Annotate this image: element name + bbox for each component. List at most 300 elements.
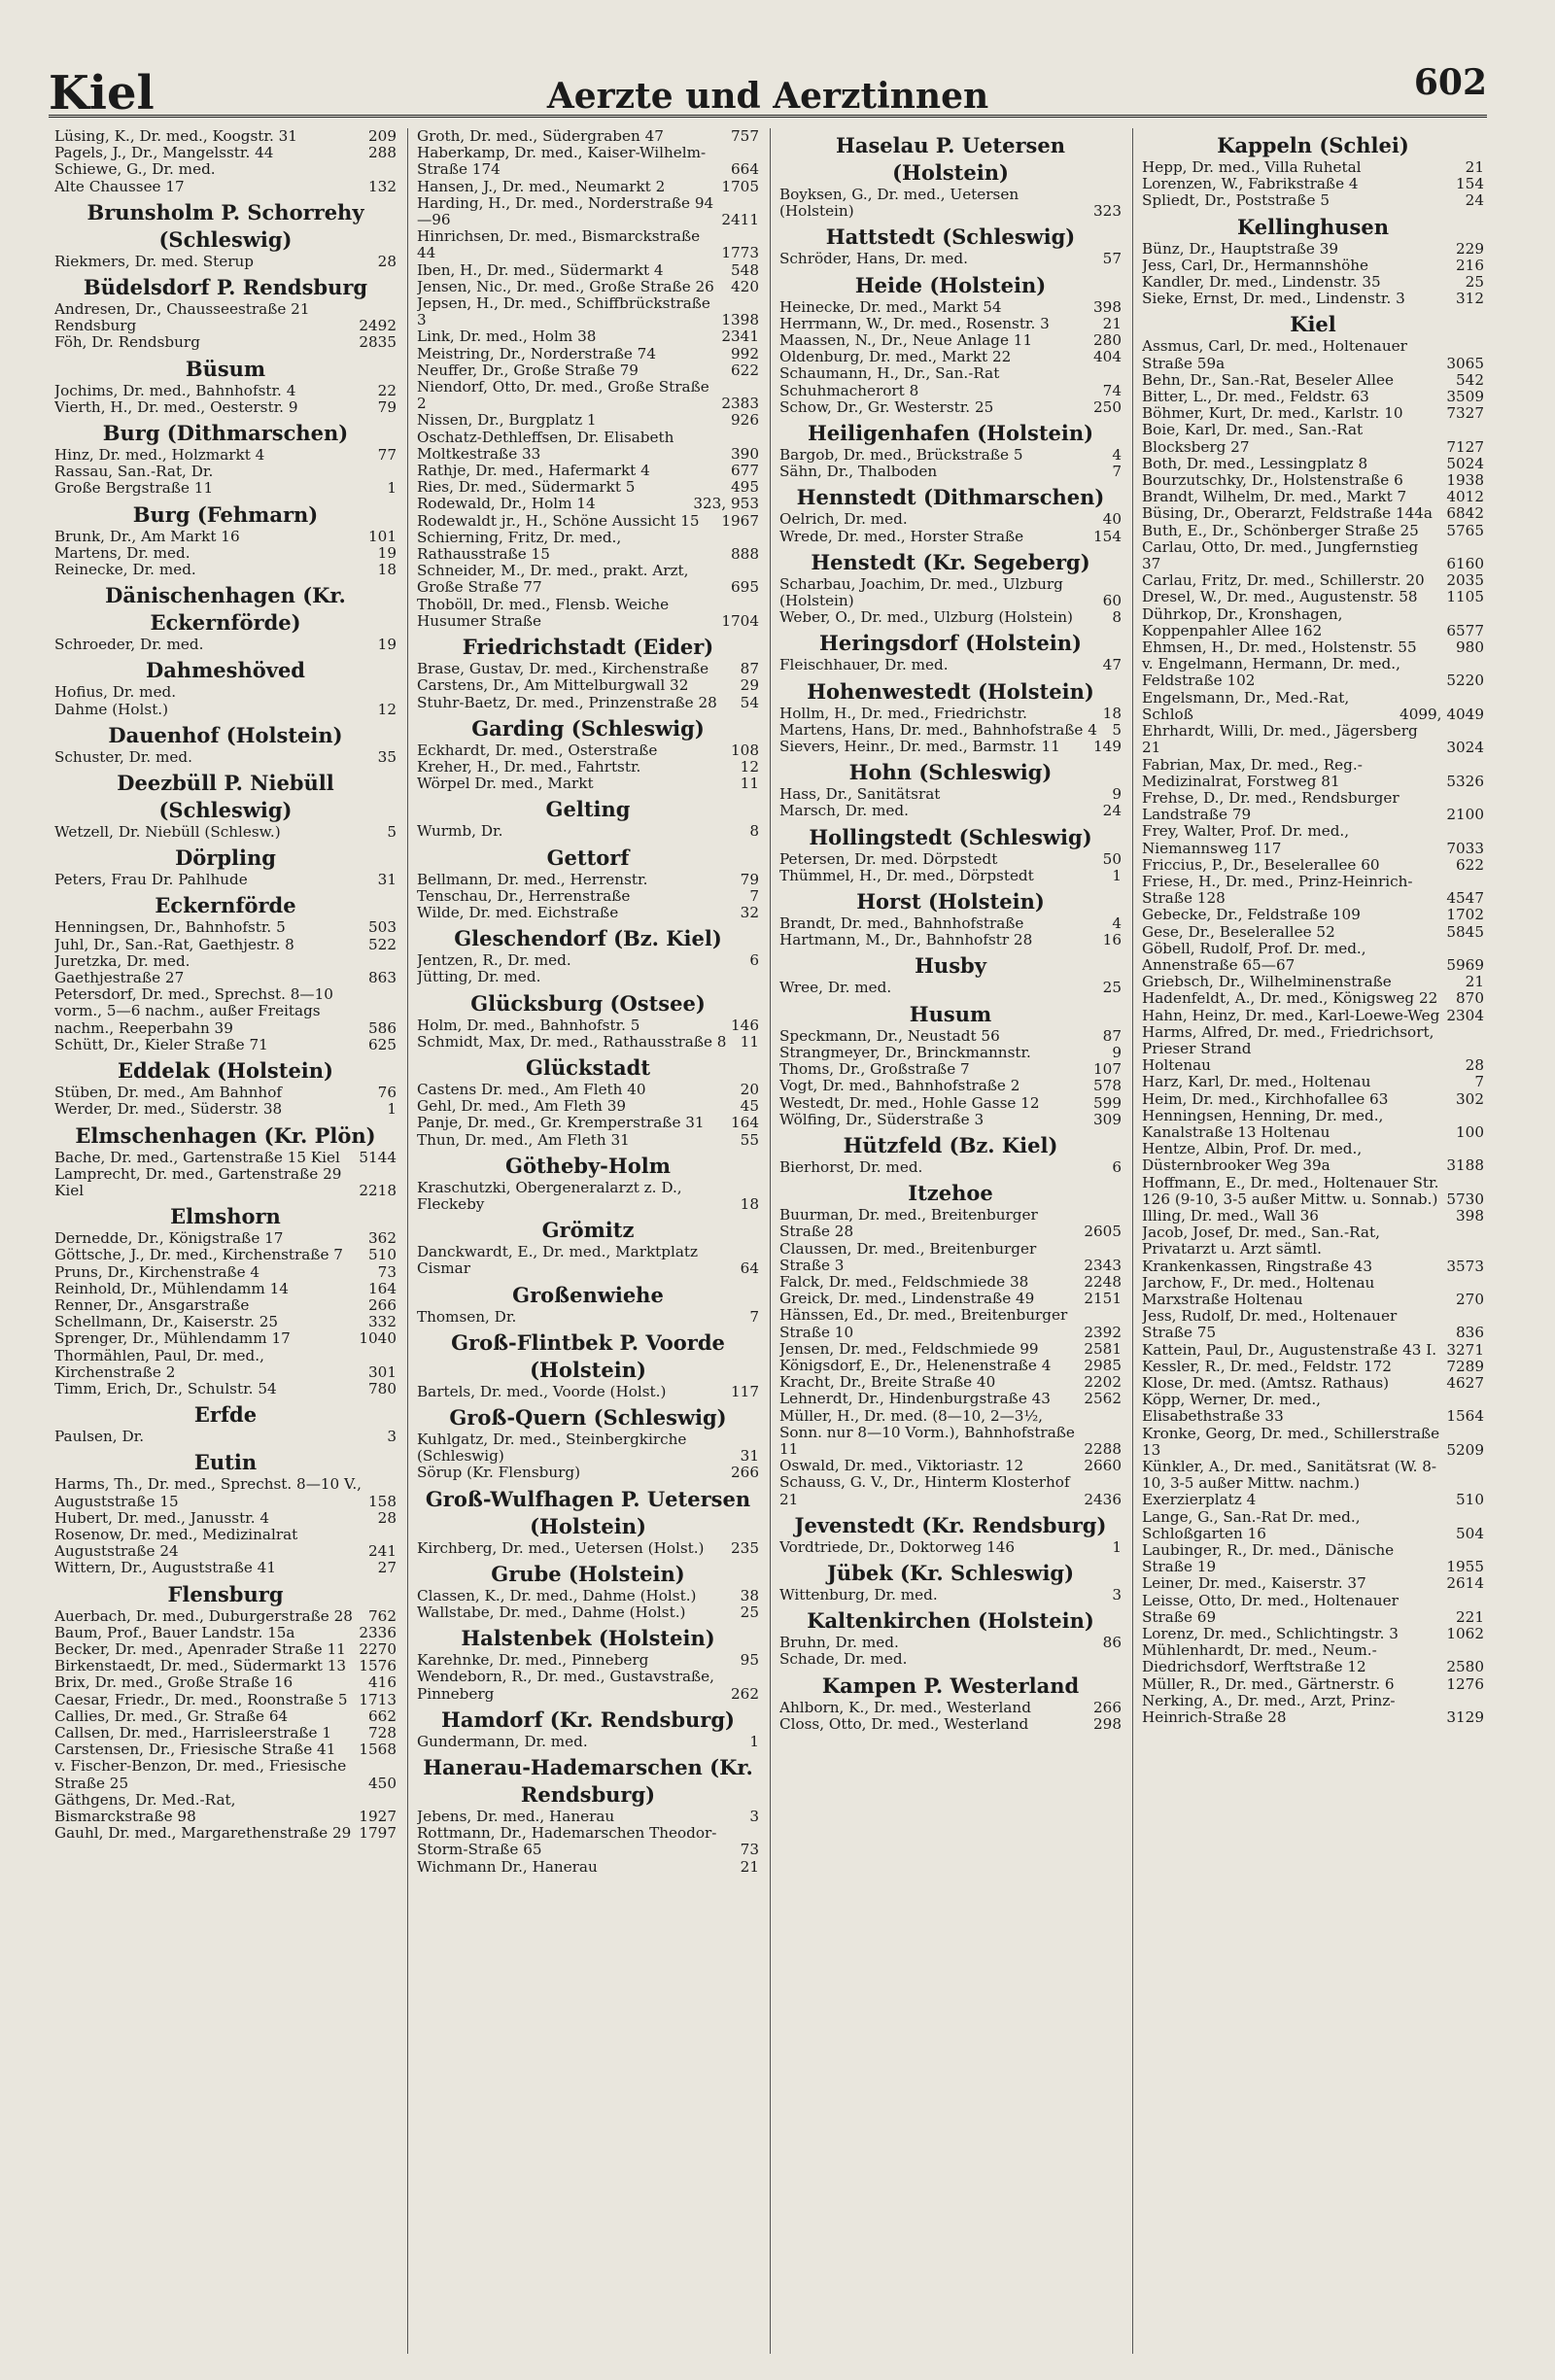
city-heading: Kiel bbox=[49, 66, 155, 121]
directory-entry bbox=[417, 295, 759, 328]
entry-text: Danckwardt, E., Dr. med., Marktplatz Cismar bbox=[417, 1243, 699, 1278]
directory-entry bbox=[54, 1658, 397, 1674]
entry-phone: 5220 bbox=[1446, 672, 1484, 690]
entry-text: Schaumann, H., Dr., San.-Rat Schuhmacherort 8 bbox=[779, 364, 1000, 399]
directory-entry bbox=[54, 179, 397, 195]
directory-entry bbox=[779, 1391, 1122, 1407]
entry-text: Hinz, Dr. med., Holzmarkt 4 bbox=[54, 446, 265, 465]
entry-text: Peters, Frau Dr. Pahlhude bbox=[54, 871, 248, 889]
directory-entry bbox=[1142, 1342, 1484, 1359]
place-heading: Gleschendorf (Bz. Kiel) bbox=[454, 926, 722, 951]
entry-phone: 1704 bbox=[721, 611, 759, 630]
directory-entry bbox=[417, 1604, 759, 1621]
entry-text: Klose, Dr. med. (Amtsz. Rathaus) bbox=[1142, 1374, 1390, 1393]
entry-phone: 5326 bbox=[1446, 772, 1484, 790]
directory-entry bbox=[1142, 472, 1484, 489]
directory-entry bbox=[1142, 974, 1484, 990]
directory-entry bbox=[417, 463, 759, 479]
column-divider bbox=[770, 128, 771, 2354]
directory-entry bbox=[1142, 823, 1484, 856]
entry-text: Hahn, Heinz, Dr. med., Karl-Loewe-Weg bbox=[1142, 1006, 1440, 1024]
entry-text: Jepsen, H., Dr. med., Schiffbrückstraße 3 bbox=[417, 294, 710, 329]
directory-entry bbox=[779, 722, 1122, 739]
entry-phone: 57 bbox=[1102, 250, 1122, 268]
entry-text: Fabrian, Max, Dr. med., Reg.-Medizinalrat, Forstweg 81 bbox=[1142, 755, 1363, 790]
entry-text: Schneider, M., Dr. med., prakt. Arzt, Große Straße 77 bbox=[417, 562, 689, 597]
entry-phone: 2336 bbox=[359, 1623, 397, 1641]
directory-entry bbox=[54, 1742, 397, 1758]
directory-entry bbox=[1142, 757, 1484, 790]
entry-text: Kirchberg, Dr. med., Uetersen (Holst.) bbox=[417, 1538, 705, 1557]
place-heading: Gettorf bbox=[546, 845, 630, 870]
entry-phone: 420 bbox=[731, 277, 759, 295]
directory-entry bbox=[1142, 1626, 1484, 1642]
entry-text: Schiewe, G., Dr. med. bbox=[54, 160, 216, 179]
entry-phone: 18 bbox=[377, 561, 397, 579]
directory-entry bbox=[1142, 523, 1484, 539]
entry-text: Lorenzen, W., Fabrikstraße 4 bbox=[1142, 175, 1359, 193]
entry-phone: 2343 bbox=[1084, 1256, 1122, 1274]
place-heading: Deezbüll P. Niebüll (Schleswig) bbox=[117, 771, 334, 823]
directory-entry bbox=[417, 195, 759, 228]
entry-phone: 6 bbox=[1112, 1157, 1122, 1176]
directory-entry bbox=[779, 1374, 1122, 1391]
directory-entry bbox=[779, 868, 1122, 884]
entry-text: Rodewald, Dr., Holm 14 bbox=[417, 495, 596, 513]
entry-phone: 1773 bbox=[721, 244, 759, 262]
entry-phone: 1 bbox=[1112, 1537, 1122, 1556]
entry-phone: 1713 bbox=[359, 1690, 397, 1708]
directory-entry bbox=[1142, 1224, 1484, 1275]
entry-text: Juhl, Dr., San.-Rat, Gaethjestr. 8 bbox=[54, 935, 294, 953]
entry-text: Rottmann, Dr., Hademarschen Theodor-Storm-Straße 65 bbox=[417, 1824, 717, 1859]
directory-entry bbox=[54, 872, 397, 888]
place-heading: Elmschenhagen (Kr. Plön) bbox=[75, 1122, 376, 1148]
directory-entry bbox=[779, 511, 1122, 528]
entry-text: Fleischhauer, Dr. med. bbox=[779, 656, 949, 674]
directory-entry bbox=[417, 346, 759, 362]
entry-phone: 1 bbox=[749, 1732, 759, 1750]
directory-entry bbox=[779, 1061, 1122, 1078]
directory-entry bbox=[54, 145, 397, 161]
entry-text: Rosenow, Dr. med., Medizinalrat Auguststraße 24 bbox=[54, 1525, 298, 1561]
entry-phone: 266 bbox=[1093, 1698, 1122, 1716]
entry-phone: 73 bbox=[740, 1841, 759, 1859]
entry-text: Buurman, Dr. med., Breitenburger Straße 28 bbox=[779, 1206, 1038, 1241]
place-heading: Hollingstedt (Schleswig) bbox=[809, 824, 1092, 849]
directory-entry bbox=[54, 1314, 397, 1330]
place-heading: Elmshorn bbox=[170, 1204, 281, 1229]
directory-entry bbox=[1142, 422, 1484, 455]
place-heading: Husby bbox=[915, 953, 986, 979]
entry-phone: 323, 953 bbox=[693, 495, 759, 513]
entry-text: Westedt, Dr. med., Hohle Gasse 12 bbox=[779, 1093, 1040, 1112]
entry-phone: 1797 bbox=[359, 1824, 397, 1843]
entry-text: Niendorf, Otto, Dr. med., Große Straße 2 bbox=[417, 378, 709, 413]
entry-text: Sähn, Dr., Thalboden bbox=[779, 463, 938, 481]
directory-entry bbox=[779, 1241, 1122, 1274]
directory-entry bbox=[417, 262, 759, 279]
entry-text: Rassau, San.-Rat, Dr. bbox=[54, 463, 214, 481]
directory-entry bbox=[417, 1825, 759, 1858]
place-heading: Hanerau-Hademarschen (Kr. Rendsburg) bbox=[423, 1755, 753, 1807]
directory-entry bbox=[1142, 1091, 1484, 1108]
entry-text: Falck, Dr. med., Feldschmiede 38 bbox=[779, 1272, 1029, 1291]
entry-phone: 3 bbox=[749, 1808, 759, 1825]
entry-text: Greick, Dr. med., Lindenstraße 49 bbox=[779, 1290, 1035, 1308]
directory-entry bbox=[417, 1669, 759, 1702]
directory-entry bbox=[54, 1247, 397, 1263]
entry-phone: 4012 bbox=[1446, 488, 1484, 506]
entry-phone: 3573 bbox=[1446, 1257, 1484, 1275]
entry-text: Engelsmann, Dr., Med.-Rat, Schloß bbox=[1142, 688, 1350, 723]
place-heading: Jevenstedt (Kr. Rendsburg) bbox=[794, 1512, 1107, 1537]
directory-entry bbox=[1142, 589, 1484, 605]
entry-text: Closs, Otto, Dr. med., Westerland bbox=[779, 1714, 1029, 1733]
entry-phone: 298 bbox=[1093, 1714, 1122, 1733]
entry-text: Stüben, Dr. med., Am Bahnhof bbox=[54, 1084, 282, 1102]
directory-entry bbox=[779, 251, 1122, 267]
directory-entry bbox=[417, 677, 759, 694]
entry-text: Frey, Walter, Prof. Dr. med., Niemannsweg 117 bbox=[1142, 822, 1350, 857]
directory-entry bbox=[417, 1859, 759, 1876]
entry-phone: 390 bbox=[731, 444, 759, 463]
entry-text: Köpp, Werner, Dr. med., Elisabethstraße 33 bbox=[1142, 1391, 1322, 1426]
directory-entry bbox=[1142, 857, 1484, 874]
directory-entry bbox=[417, 661, 759, 677]
entry-text: Kraschutzki, Obergeneralarzt z. D., Fleckeby bbox=[417, 1178, 682, 1213]
entry-text: Neuffer, Dr., Große Straße 79 bbox=[417, 361, 639, 379]
directory-entry bbox=[417, 742, 759, 759]
entry-text: Jacob, Josef, Dr. med., San.-Rat, Privatarzt u. Arzt sämtl. Krankenkassen, Ringstraße 43 bbox=[1142, 1224, 1380, 1275]
place-heading: Eddelak (Holstein) bbox=[117, 1058, 333, 1084]
entry-text: Eckhardt, Dr. med., Osterstraße bbox=[417, 741, 658, 759]
entry-phone: 4547 bbox=[1446, 889, 1484, 908]
directory-entry bbox=[54, 970, 397, 986]
directory-entry bbox=[54, 702, 397, 718]
place-heading: Büdelsdorf P. Rendsburg bbox=[83, 275, 368, 300]
directory-entry bbox=[1142, 1359, 1484, 1375]
place-heading: Heide (Holstein) bbox=[854, 272, 1047, 297]
entry-phone: 2100 bbox=[1446, 806, 1484, 824]
entry-phone: 1955 bbox=[1446, 1558, 1484, 1576]
directory-entry bbox=[1142, 606, 1484, 639]
entry-phone: 1105 bbox=[1446, 588, 1484, 606]
directory-entry bbox=[1142, 405, 1484, 422]
entry-phone: 2202 bbox=[1084, 1373, 1122, 1392]
directory-entry bbox=[779, 1112, 1122, 1128]
directory-entry bbox=[54, 937, 397, 953]
entry-text: Wichmann Dr., Hanerau bbox=[417, 1857, 598, 1876]
entry-text: Büsing, Dr., Oberarzt, Feldstraße 144a bbox=[1142, 504, 1433, 523]
entry-text: Thomsen, Dr. bbox=[417, 1307, 517, 1326]
directory-entry bbox=[417, 530, 759, 563]
entry-phone: 510 bbox=[1456, 1491, 1484, 1509]
place-heading: Groß-Quern (Schleswig) bbox=[449, 1404, 727, 1430]
entry-phone: 31 bbox=[377, 871, 397, 889]
entry-phone: 5969 bbox=[1446, 955, 1484, 974]
entry-text: Dührkop, Dr., Kronshagen, Koppenpahler Allee 162 bbox=[1142, 604, 1343, 639]
entry-text: Bitter, L., Dr. med., Feldstr. 63 bbox=[1142, 388, 1369, 406]
entry-text: Callsen, Dr. med., Harrisleerstraße 1 bbox=[54, 1723, 332, 1742]
entry-text: Birkenstaedt, Dr. med., Südermarkt 13 bbox=[54, 1657, 347, 1675]
place-heading: Groß-Wulfhagen P. Uetersen (Holstein) bbox=[425, 1486, 751, 1538]
place-heading: Burg (Dithmarschen) bbox=[102, 421, 349, 446]
entry-text: Frehse, D., Dr. med., Rendsburger Landstraße 79 bbox=[1142, 788, 1400, 824]
entry-phone: 662 bbox=[368, 1707, 397, 1725]
entry-phone: 24 bbox=[1465, 191, 1484, 210]
entry-phone: 7033 bbox=[1446, 839, 1484, 857]
entry-text: Hinrichsen, Dr. med., Bismarckstraße 44 bbox=[417, 227, 701, 262]
entry-text: Jochims, Dr. med., Bahnhofstr. 4 bbox=[54, 381, 296, 399]
entry-text: Weber, O., Dr. med., Ulzburg (Holstein) bbox=[779, 608, 1073, 627]
directory-entry bbox=[54, 1166, 397, 1199]
entry-phone: 312 bbox=[1456, 290, 1484, 308]
place-heading: Eutin bbox=[193, 1450, 258, 1475]
entry-phone: 60 bbox=[1102, 592, 1122, 610]
entry-text: Andresen, Dr., Chausseestraße 21 bbox=[54, 300, 310, 319]
directory-entry bbox=[54, 1725, 397, 1742]
entry-text: Göttsche, J., Dr. med., Kirchenstraße 7 bbox=[54, 1246, 343, 1264]
entry-text: Rathje, Dr. med., Hafermarkt 4 bbox=[417, 462, 650, 480]
entry-phone: 1276 bbox=[1446, 1674, 1484, 1693]
directory-entry bbox=[54, 529, 397, 545]
entry-text: Harding, H., Dr. med., Norderstraße 94—96 bbox=[417, 193, 714, 229]
entry-phone: 6 bbox=[749, 951, 759, 970]
entry-text: Friccius, P., Dr., Beselerallee 60 bbox=[1142, 855, 1380, 874]
place-heading: Halstenbek (Holstein) bbox=[461, 1626, 715, 1651]
entry-text: Tenschau, Dr., Herrenstraße bbox=[417, 886, 631, 905]
entry-phone: 280 bbox=[1093, 331, 1122, 350]
entry-text: Oelrich, Dr. med. bbox=[779, 510, 908, 529]
entry-phone: 4627 bbox=[1446, 1374, 1484, 1393]
directory-entry bbox=[417, 776, 759, 792]
directory-entry bbox=[54, 684, 397, 701]
directory-entry bbox=[779, 1651, 1122, 1668]
entry-phone: 28 bbox=[377, 252, 397, 270]
entry-text: Wree, Dr. med. bbox=[779, 979, 892, 997]
entry-phone: 7327 bbox=[1446, 404, 1484, 423]
entry-phone: 586 bbox=[368, 1018, 397, 1037]
entry-phone: 1705 bbox=[721, 177, 759, 195]
entry-phone: 45 bbox=[740, 1097, 759, 1116]
directory-entry bbox=[1142, 505, 1484, 522]
column-divider bbox=[407, 128, 408, 2354]
directory-entry bbox=[417, 179, 759, 195]
entry-text: Oschatz-Dethleffsen, Dr. Elisabeth Moltkestraße 33 bbox=[417, 428, 674, 463]
entry-phone: 1 bbox=[387, 1100, 397, 1119]
entry-text: Jess, Carl, Dr., Hermannshöhe bbox=[1142, 256, 1369, 274]
entry-text: Nissen, Dr., Burgplatz 1 bbox=[417, 411, 597, 430]
entry-text: Bellmann, Dr. med., Herrenstr. bbox=[417, 870, 648, 888]
entry-phone: 542 bbox=[1456, 370, 1484, 389]
directory-entry bbox=[54, 749, 397, 766]
entry-phone: 31 bbox=[740, 1447, 759, 1466]
place-heading: Husum bbox=[909, 1001, 992, 1026]
entry-text: v. Engelmann, Hermann, Dr. med., Feldstraße 102 bbox=[1142, 655, 1400, 690]
entry-phone: 7 bbox=[749, 1307, 759, 1326]
entry-text: Sprenger, Dr., Mühlendamm 17 bbox=[54, 1329, 291, 1348]
directory-entry bbox=[1142, 572, 1484, 589]
directory-entry bbox=[779, 1539, 1122, 1556]
entry-text: Gaethjestraße 27 bbox=[54, 969, 185, 987]
directory-entry bbox=[1142, 291, 1484, 307]
directory-entry bbox=[417, 228, 759, 261]
entry-phone: 18 bbox=[1102, 704, 1122, 722]
entry-text: Classen, K., Dr. med., Dahme (Holst.) bbox=[417, 1586, 697, 1604]
directory-entry bbox=[54, 383, 397, 399]
entry-phone: 87 bbox=[1102, 1026, 1122, 1045]
entry-phone: 1927 bbox=[359, 1808, 397, 1825]
directory-entry bbox=[417, 362, 759, 379]
entry-text: Wilde, Dr. med. Eichstraße bbox=[417, 903, 619, 921]
entry-phone: 1576 bbox=[359, 1657, 397, 1675]
place-heading: Itzehoe bbox=[908, 1181, 993, 1206]
entry-text: Hepp, Dr. med., Villa Ruhetal bbox=[1142, 158, 1362, 176]
place-heading: Groß-Flintbek P. Voorde (Holstein) bbox=[451, 1329, 725, 1382]
directory-entry bbox=[417, 1465, 759, 1481]
entry-phone: 2660 bbox=[1084, 1457, 1122, 1475]
entry-phone: 398 bbox=[1456, 1206, 1484, 1224]
directory-entry bbox=[779, 349, 1122, 365]
entry-phone: 79 bbox=[377, 397, 397, 416]
entry-phone: 95 bbox=[740, 1651, 759, 1670]
directory-entry bbox=[1142, 1676, 1484, 1693]
entry-phone: 3271 bbox=[1446, 1340, 1484, 1359]
entry-text: Martens, Dr. med. bbox=[54, 543, 190, 562]
entry-text: Dernedde, Dr., Königstraße 17 bbox=[54, 1229, 284, 1248]
entry-text: Schade, Dr. med. bbox=[779, 1650, 908, 1669]
entry-phone: 270 bbox=[1456, 1291, 1484, 1308]
directory-entry bbox=[779, 1474, 1122, 1507]
place-heading: Dahmeshöved bbox=[145, 658, 305, 683]
entry-text: Schierning, Fritz, Dr. med., Rathausstraße 15 bbox=[417, 528, 622, 564]
directory-entry bbox=[1142, 990, 1484, 1007]
entry-phone: 323 bbox=[1093, 202, 1122, 221]
header-rule bbox=[49, 115, 1487, 118]
entry-phone: 2288 bbox=[1084, 1439, 1122, 1458]
entry-text: Föh, Dr. Rendsburg bbox=[54, 333, 200, 352]
entry-text: Vogt, Dr. med., Bahnhofstraße 2 bbox=[779, 1077, 1020, 1095]
entry-text: Heinecke, Dr. med., Markt 54 bbox=[779, 297, 1002, 316]
directory-entry bbox=[779, 1095, 1122, 1112]
entry-text: Both, Dr. med., Lessingplatz 8 bbox=[1142, 454, 1368, 472]
entry-text: Castens Dr. med., Am Fleth 40 bbox=[417, 1080, 646, 1098]
directory-entry bbox=[1142, 1308, 1484, 1341]
entry-phone: 863 bbox=[368, 969, 397, 987]
entry-phone: 1702 bbox=[1446, 906, 1484, 924]
entry-phone: 2304 bbox=[1446, 1006, 1484, 1024]
entry-phone: 5765 bbox=[1446, 521, 1484, 539]
directory-entry bbox=[1142, 1008, 1484, 1024]
directory-entry bbox=[1142, 1542, 1484, 1575]
entry-text: Caesar, Friedr., Dr. med., Roonstraße 5 bbox=[54, 1690, 348, 1708]
directory-entry bbox=[54, 1230, 397, 1247]
entry-text: Assmus, Carl, Dr. med., Holtenauer Straße 59a bbox=[1142, 337, 1407, 372]
directory-entry bbox=[1142, 790, 1484, 823]
entry-text: Rendsburg bbox=[54, 317, 137, 335]
entry-text: Ries, Dr. med., Südermarkt 5 bbox=[417, 478, 636, 497]
entry-text: Böhmer, Kurt, Dr. med., Karlstr. 10 bbox=[1142, 404, 1403, 423]
entry-phone: 548 bbox=[731, 260, 759, 279]
directory-entry bbox=[779, 1408, 1122, 1459]
directory-entry bbox=[1142, 1024, 1484, 1057]
entry-phone: 301 bbox=[368, 1362, 397, 1381]
entry-phone: 25 bbox=[1465, 273, 1484, 292]
directory-entry bbox=[54, 1708, 397, 1725]
directory-entry bbox=[1142, 1575, 1484, 1592]
entry-phone: 76 bbox=[377, 1084, 397, 1102]
entry-phone: 32 bbox=[740, 903, 759, 921]
directory-entry bbox=[417, 1588, 759, 1604]
entry-phone: 22 bbox=[377, 381, 397, 399]
entry-phone: 235 bbox=[731, 1538, 759, 1557]
entry-phone: 149 bbox=[1093, 738, 1122, 756]
entry-text: Thun, Dr. med., Am Fleth 31 bbox=[417, 1130, 630, 1149]
directory-entry bbox=[417, 328, 759, 345]
entry-text: Pagels, J., Dr., Mangelsstr. 44 bbox=[54, 144, 274, 162]
directory-entry bbox=[54, 480, 397, 497]
entry-text: Harms, Th., Dr. med., Sprechst. 8—10 V., Auguststraße 15 bbox=[54, 1475, 363, 1510]
entry-text: Carstensen, Dr., Friesische Straße 41 bbox=[54, 1741, 336, 1759]
directory-entry bbox=[54, 824, 397, 841]
directory-entry bbox=[779, 803, 1122, 819]
entry-text: Brandt, Dr. med., Bahnhofstraße bbox=[779, 914, 1024, 933]
entry-text: Werder, Dr. med., Süderstr. 38 bbox=[54, 1100, 283, 1119]
entry-text: Hubert, Dr. med., Janusstr. 4 bbox=[54, 1508, 270, 1527]
directory-entry bbox=[417, 888, 759, 905]
directory-entry bbox=[1142, 1392, 1484, 1425]
directory-entry bbox=[417, 412, 759, 429]
entry-phone: 100 bbox=[1456, 1122, 1484, 1141]
entry-text: Schauss, G. V., Dr., Hinterm Klosterhof 21 bbox=[779, 1473, 1070, 1508]
directory-entry bbox=[1142, 1509, 1484, 1542]
entry-phone: 101 bbox=[368, 527, 397, 545]
entry-text: Harz, Karl, Dr. med., Holtenau bbox=[1142, 1073, 1371, 1091]
entry-phone: 16 bbox=[1102, 931, 1122, 949]
directory-entry bbox=[54, 161, 397, 178]
directory-entry bbox=[1142, 1459, 1484, 1509]
directory-entry bbox=[1142, 924, 1484, 941]
entry-text: Maassen, N., Dr., Neue Anlage 11 bbox=[779, 331, 1033, 350]
entry-text: Schröder, Hans, Dr. med. bbox=[779, 250, 968, 268]
entry-phone: 19 bbox=[377, 543, 397, 562]
column-1 bbox=[54, 128, 397, 2354]
directory-entry bbox=[417, 1734, 759, 1750]
entry-phone: 77 bbox=[377, 446, 397, 465]
entry-text: Bünz, Dr., Hauptstraße 39 bbox=[1142, 239, 1339, 258]
entry-phone: 2248 bbox=[1084, 1272, 1122, 1291]
entry-text: Hadenfeldt, A., Dr. med., Königsweg 22 bbox=[1142, 989, 1438, 1008]
entry-text: Wetzell, Dr. Niebüll (Schlesw.) bbox=[54, 823, 281, 842]
entry-phone: 362 bbox=[368, 1229, 397, 1248]
entry-phone: 21 bbox=[1465, 158, 1484, 176]
entry-phone: 8 bbox=[749, 822, 759, 841]
entry-phone: 11 bbox=[740, 775, 759, 793]
entry-phone: 2218 bbox=[359, 1181, 397, 1199]
entry-text: Gese, Dr., Beselerallee 52 bbox=[1142, 922, 1335, 941]
place-heading: Brunsholm P. Schorrehy (Schleswig) bbox=[86, 199, 364, 252]
entry-text: Kronke, Georg, Dr. med., Schillerstraße 13 bbox=[1142, 1424, 1440, 1459]
entry-phone: 24 bbox=[1102, 802, 1122, 820]
directory-entry bbox=[54, 1348, 397, 1381]
directory-entry bbox=[417, 1098, 759, 1115]
entry-phone: 266 bbox=[368, 1295, 397, 1314]
entry-phone: 2341 bbox=[721, 328, 759, 346]
entry-phone: 2581 bbox=[1084, 1339, 1122, 1358]
entry-text: Auerbach, Dr. med., Duburgerstraße 28 bbox=[54, 1606, 353, 1625]
entry-text: Kuhlgatz, Dr. med., Steinbergkirche (Schleswig) bbox=[417, 1430, 687, 1466]
